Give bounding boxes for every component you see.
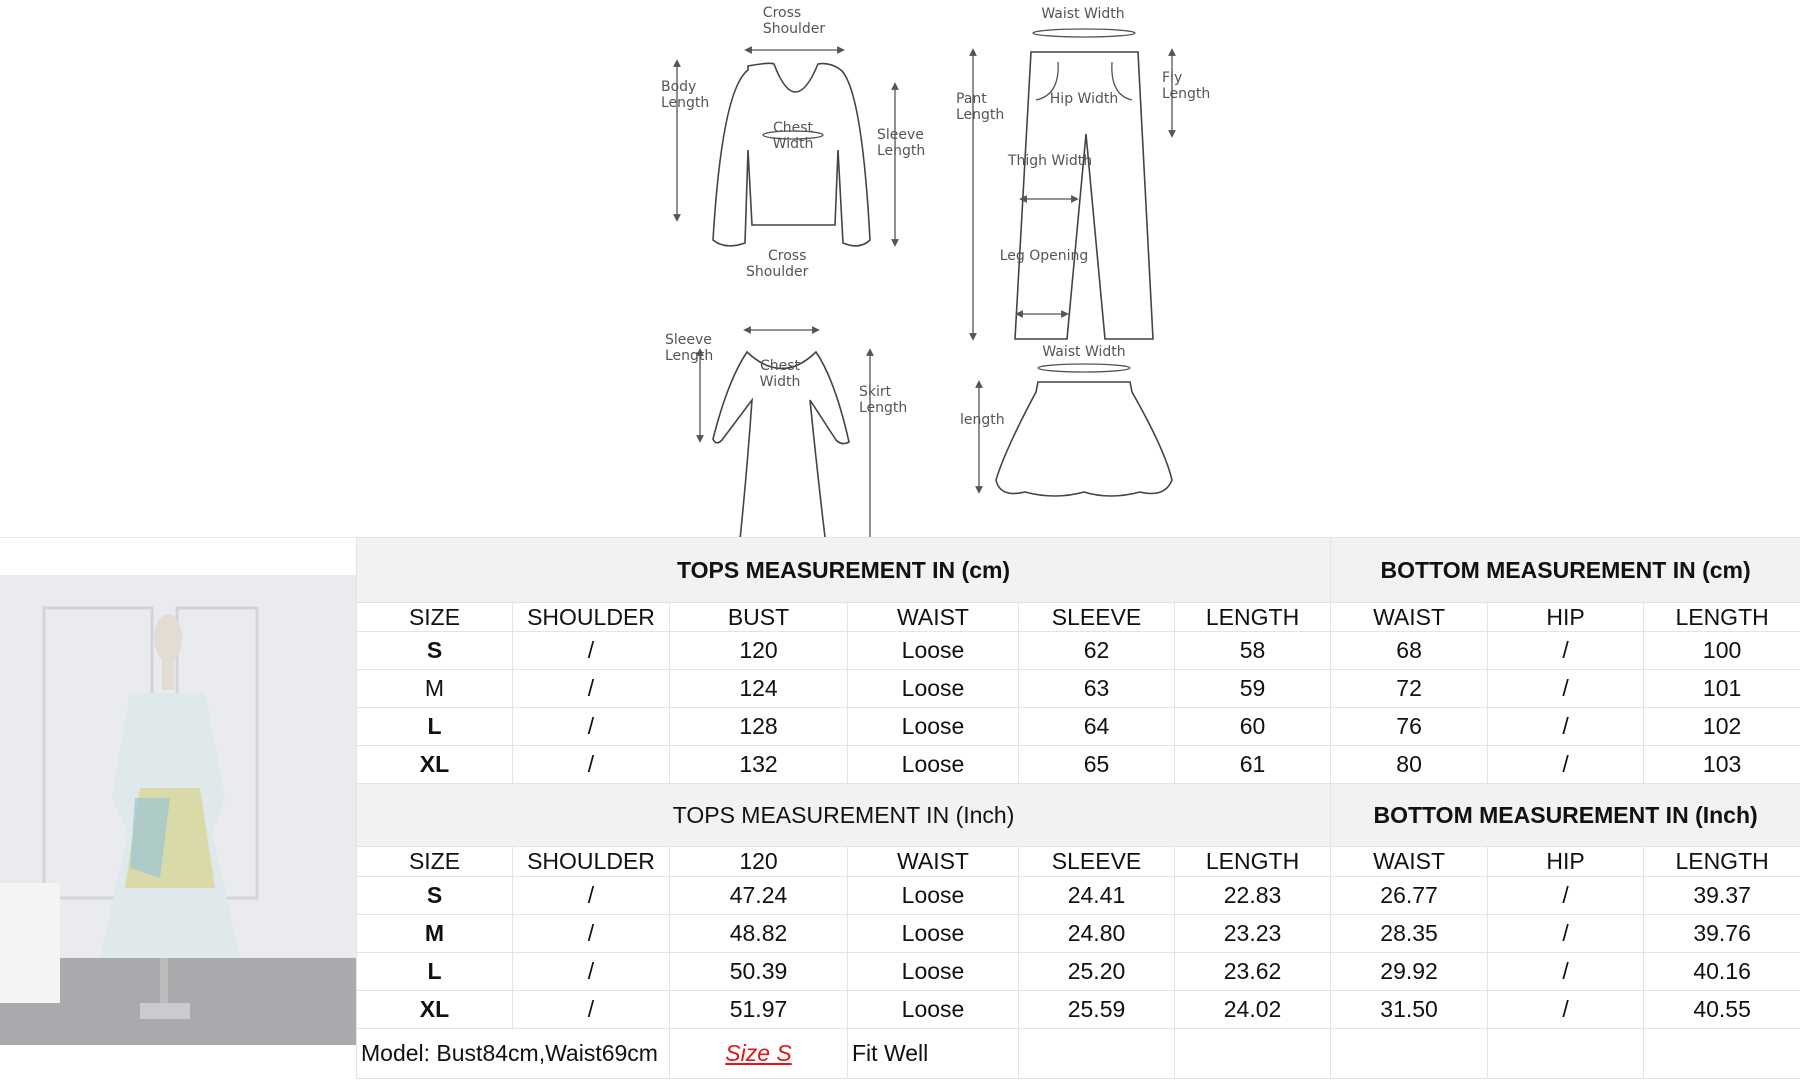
section-header-cm bbox=[357, 538, 1800, 603]
table-cell: 23.62 bbox=[1175, 953, 1331, 991]
size-label: S bbox=[357, 632, 513, 670]
table-cell: Loose bbox=[848, 915, 1019, 953]
table-cell: / bbox=[513, 746, 670, 784]
table-cell: 47.24 bbox=[670, 877, 848, 915]
column-header: WAIST bbox=[848, 847, 1019, 877]
table-cell: 103 bbox=[1644, 746, 1800, 784]
label-thigh-width: Thigh Width bbox=[1007, 153, 1092, 169]
table-cell: 132 bbox=[670, 746, 848, 784]
table-cell: 120 bbox=[670, 632, 848, 670]
table-cell: Loose bbox=[848, 670, 1019, 708]
label-skirt-length: Skirt bbox=[859, 384, 892, 400]
table-cell: 24.80 bbox=[1019, 915, 1175, 953]
table-row bbox=[357, 915, 1800, 953]
column-headers-inch bbox=[357, 847, 1800, 877]
column-header: 120 bbox=[670, 847, 848, 877]
table-cell: 58 bbox=[1175, 632, 1331, 670]
tops-title-inch: TOPS MEASUREMENT IN (Inch) bbox=[357, 784, 1331, 847]
table-row bbox=[357, 877, 1800, 915]
section-header-inch bbox=[357, 784, 1800, 847]
label-leg-opening: Leg Opening bbox=[1000, 248, 1089, 264]
table-cell: 80 bbox=[1331, 746, 1488, 784]
label-pant-length-2: Length bbox=[956, 107, 1004, 123]
empty-cell bbox=[1488, 1029, 1644, 1079]
table-row bbox=[357, 953, 1800, 991]
label-dress-sleeve-length: Sleeve bbox=[665, 332, 712, 348]
table-cell: / bbox=[513, 708, 670, 746]
table-cell: 72 bbox=[1331, 670, 1488, 708]
table-cell: 48.82 bbox=[670, 915, 848, 953]
size-label: S bbox=[357, 877, 513, 915]
label-dress-cross-shoulder: Cross bbox=[768, 248, 806, 264]
pants-diagram bbox=[956, 6, 1210, 339]
column-header: SHOULDER bbox=[513, 603, 670, 632]
column-header: LENGTH bbox=[1175, 847, 1331, 877]
table-cell: / bbox=[1488, 877, 1644, 915]
column-header: BUST bbox=[670, 603, 848, 632]
top-diagram bbox=[661, 5, 925, 246]
size-label: L bbox=[357, 953, 513, 991]
label-chest-width: Chest bbox=[773, 120, 814, 136]
label-pant-length: Pant bbox=[956, 91, 987, 107]
table-cell: / bbox=[513, 915, 670, 953]
table-cell: 65 bbox=[1019, 746, 1175, 784]
bottom-title-cm: BOTTOM MEASUREMENT IN (cm) bbox=[1331, 538, 1800, 603]
label-sleeve-length: Sleeve bbox=[877, 127, 924, 143]
table-cell: 128 bbox=[670, 708, 848, 746]
table-cell: 51.97 bbox=[670, 991, 848, 1029]
table-cell: Loose bbox=[848, 632, 1019, 670]
table-cell: / bbox=[513, 632, 670, 670]
tops-title-cm: TOPS MEASUREMENT IN (cm) bbox=[357, 538, 1331, 603]
size-chart-table bbox=[356, 537, 1800, 1079]
label-dress-sleeve-length-2: Length bbox=[665, 348, 713, 364]
table-cell: 64 bbox=[1019, 708, 1175, 746]
label-skirt-waist-width: Waist Width bbox=[1042, 344, 1125, 360]
table-cell: 25.20 bbox=[1019, 953, 1175, 991]
table-cell: 101 bbox=[1644, 670, 1800, 708]
label-waist-width: Waist Width bbox=[1041, 6, 1124, 22]
label-skirt-length-short: length bbox=[960, 412, 1005, 428]
table-cell: 39.76 bbox=[1644, 915, 1800, 953]
column-header: HIP bbox=[1488, 603, 1644, 632]
table-cell: / bbox=[513, 877, 670, 915]
size-label: XL bbox=[357, 991, 513, 1029]
label-fly-length: Fly bbox=[1162, 70, 1182, 86]
table-row bbox=[357, 632, 1800, 670]
size-label: XL bbox=[357, 746, 513, 784]
label-dress-chest-width: Chest bbox=[760, 358, 801, 374]
model-size: Size S bbox=[670, 1029, 848, 1079]
table-cell: / bbox=[1488, 708, 1644, 746]
table-cell: 40.55 bbox=[1644, 991, 1800, 1029]
table-cell: 31.50 bbox=[1331, 991, 1488, 1029]
table-cell: / bbox=[1488, 915, 1644, 953]
table-cell: 62 bbox=[1019, 632, 1175, 670]
table-cell: / bbox=[1488, 746, 1644, 784]
label-hip-width: Hip Width bbox=[1050, 91, 1118, 107]
column-header: LENGTH bbox=[1175, 603, 1331, 632]
table-cell: 102 bbox=[1644, 708, 1800, 746]
table-cell: 23.23 bbox=[1175, 915, 1331, 953]
measurement-diagram bbox=[0, 0, 1800, 537]
table-cell: Loose bbox=[848, 953, 1019, 991]
column-header: WAIST bbox=[848, 603, 1019, 632]
table-cell: 124 bbox=[670, 670, 848, 708]
size-label: M bbox=[357, 915, 513, 953]
fit-note: Fit Well bbox=[848, 1029, 1019, 1079]
table-cell: 76 bbox=[1331, 708, 1488, 746]
dress-diagram bbox=[665, 248, 907, 537]
column-header: SLEEVE bbox=[1019, 603, 1175, 632]
table-cell: Loose bbox=[848, 746, 1019, 784]
label-sleeve-length-2: Length bbox=[877, 143, 925, 159]
table-cell: 60 bbox=[1175, 708, 1331, 746]
table-cell: 63 bbox=[1019, 670, 1175, 708]
table-cell: 39.37 bbox=[1644, 877, 1800, 915]
table-cell: 22.83 bbox=[1175, 877, 1331, 915]
table-cell: / bbox=[513, 953, 670, 991]
column-header: SLEEVE bbox=[1019, 847, 1175, 877]
table-cell: / bbox=[1488, 670, 1644, 708]
table-cell: 28.35 bbox=[1331, 915, 1488, 953]
table-cell: 68 bbox=[1331, 632, 1488, 670]
label-body-length-2: Length bbox=[661, 95, 709, 111]
column-header: SHOULDER bbox=[513, 847, 670, 877]
model-info: Model: Bust84cm,Waist69cm bbox=[357, 1029, 670, 1079]
table-cell: 26.77 bbox=[1331, 877, 1488, 915]
table-row bbox=[357, 746, 1800, 784]
empty-cell bbox=[1019, 1029, 1175, 1079]
table-cell: / bbox=[513, 991, 670, 1029]
table-cell: 100 bbox=[1644, 632, 1800, 670]
table-row bbox=[357, 991, 1800, 1029]
bottom-title-inch: BOTTOM MEASUREMENT IN (Inch) bbox=[1331, 784, 1800, 847]
size-label: M bbox=[357, 670, 513, 708]
footer-row bbox=[357, 1029, 1800, 1079]
table-cell: 29.92 bbox=[1331, 953, 1488, 991]
column-header: WAIST bbox=[1331, 847, 1488, 877]
column-header: WAIST bbox=[1331, 603, 1488, 632]
empty-cell bbox=[1175, 1029, 1331, 1079]
table-cell: 25.59 bbox=[1019, 991, 1175, 1029]
column-header: LENGTH bbox=[1644, 603, 1800, 632]
table-cell: / bbox=[513, 670, 670, 708]
table-row bbox=[357, 670, 1800, 708]
label-body-length: Body bbox=[661, 79, 696, 95]
table-cell: / bbox=[1488, 632, 1644, 670]
label-skirt-length-2: Length bbox=[859, 400, 907, 416]
table-cell: 24.41 bbox=[1019, 877, 1175, 915]
label-chest-width-2: Width bbox=[773, 136, 814, 152]
table-cell: 61 bbox=[1175, 746, 1331, 784]
column-header: HIP bbox=[1488, 847, 1644, 877]
table-cell: / bbox=[1488, 991, 1644, 1029]
label-cross-shoulder: Cross bbox=[763, 5, 801, 21]
table-cell: 40.16 bbox=[1644, 953, 1800, 991]
label-fly-length-2: Length bbox=[1162, 86, 1210, 102]
empty-cell bbox=[1644, 1029, 1800, 1079]
product-photo bbox=[0, 537, 357, 1081]
table-row bbox=[357, 708, 1800, 746]
column-header: LENGTH bbox=[1644, 847, 1800, 877]
table-cell: 24.02 bbox=[1175, 991, 1331, 1029]
table-cell: Loose bbox=[848, 877, 1019, 915]
table-cell: Loose bbox=[848, 708, 1019, 746]
label-cross-shoulder-2: Shoulder bbox=[763, 21, 826, 37]
column-headers-cm bbox=[357, 603, 1800, 632]
table-cell: / bbox=[1488, 953, 1644, 991]
table-cell: 59 bbox=[1175, 670, 1331, 708]
skirt-diagram bbox=[960, 344, 1172, 496]
table-cell: Loose bbox=[848, 991, 1019, 1029]
size-label: L bbox=[357, 708, 513, 746]
label-dress-chest-width-2: Width bbox=[760, 374, 801, 390]
empty-cell bbox=[1331, 1029, 1488, 1079]
column-header: SIZE bbox=[357, 847, 513, 877]
table-cell: 50.39 bbox=[670, 953, 848, 991]
label-dress-cross-shoulder-2: Shoulder bbox=[746, 264, 809, 280]
column-header: SIZE bbox=[357, 603, 513, 632]
